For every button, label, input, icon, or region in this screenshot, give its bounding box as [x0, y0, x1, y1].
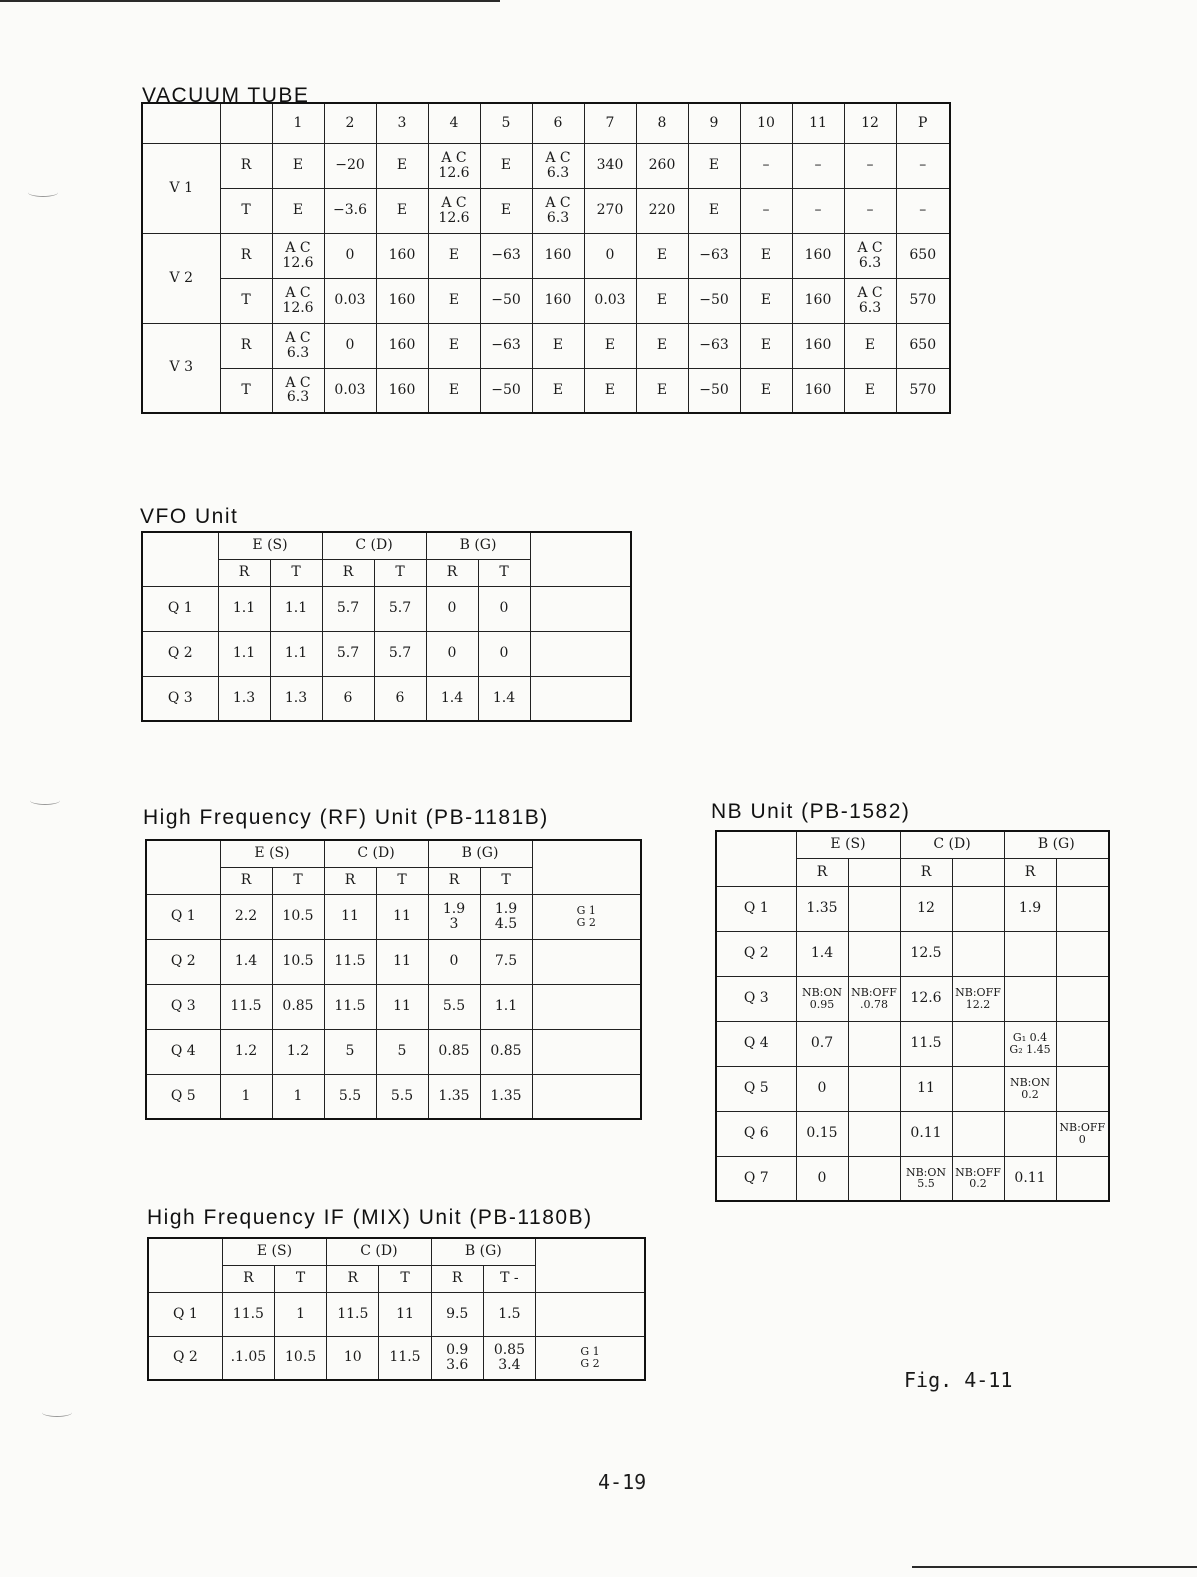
voltage-cell: .1.05 [222, 1336, 274, 1380]
sub-header: T [480, 867, 532, 894]
transistor-label: Q 4 [716, 1021, 796, 1066]
voltage-cell: 1 [220, 1074, 272, 1119]
voltage-cell: 12.6 [900, 976, 952, 1021]
voltage-cell: NB:ON 5.5 [900, 1156, 952, 1201]
group-header: E (S) [796, 831, 900, 858]
voltage-cell: 0 [428, 939, 480, 984]
voltage-cell [1004, 931, 1056, 976]
voltage-cell: 1.1 [218, 631, 270, 676]
group-header: B (G) [1004, 831, 1109, 858]
voltage-cell: G₁ 0.4 G₂ 1.45 [1004, 1021, 1056, 1066]
sub-header: R [324, 867, 376, 894]
voltage-cell [1004, 976, 1056, 1021]
voltage-cell: 160 [792, 233, 844, 278]
voltage-cell [1056, 931, 1109, 976]
voltage-cell: −50 [480, 368, 532, 413]
voltage-cell: 1.35 [796, 886, 848, 931]
column-header: 5 [480, 103, 532, 143]
voltage-cell [952, 886, 1004, 931]
voltage-cell: NB:OFF 12.2 [952, 976, 1004, 1021]
voltage-cell: 11 [376, 939, 428, 984]
bottom-edge-rule [912, 1566, 1197, 1568]
transistor-label: Q 1 [148, 1292, 222, 1336]
rf-table [145, 839, 642, 1120]
voltage-cell [1056, 1021, 1109, 1066]
sub-header: R [900, 858, 952, 886]
transistor-label: Q 2 [716, 931, 796, 976]
note-cell [536, 1292, 645, 1336]
voltage-cell: 1.1 [270, 631, 322, 676]
voltage-cell: 160 [532, 278, 584, 323]
voltage-cell [1056, 976, 1109, 1021]
sub-header: T [272, 867, 324, 894]
voltage-cell: −63 [688, 233, 740, 278]
sub-header [952, 858, 1004, 886]
transistor-label: Q 4 [146, 1029, 220, 1074]
voltage-cell [1056, 1066, 1109, 1111]
voltage-cell [848, 886, 900, 931]
page-number: 4-19 [598, 1470, 647, 1494]
voltage-cell: NB:OFF 0.2 [952, 1156, 1004, 1201]
voltage-cell: 1.9 3 [428, 894, 480, 939]
column-header: 6 [532, 103, 584, 143]
binding-mark [28, 188, 58, 197]
voltage-cell: −63 [688, 323, 740, 368]
voltage-cell: 0.03 [584, 278, 636, 323]
vacuum-tube-heading: VACUUM TUBE [142, 84, 310, 107]
voltage-cell [1056, 1156, 1109, 1201]
voltage-cell [848, 1111, 900, 1156]
voltage-cell: 10.5 [272, 939, 324, 984]
voltage-cell: 1.9 4.5 [480, 894, 532, 939]
voltage-cell: 1.4 [796, 931, 848, 976]
voltage-cell: 220 [636, 188, 688, 233]
voltage-cell: 270 [584, 188, 636, 233]
voltage-cell: 160 [376, 233, 428, 278]
voltage-cell: 11 [900, 1066, 952, 1111]
voltage-cell: 11.5 [379, 1336, 431, 1380]
voltage-cell: E [428, 368, 480, 413]
voltage-cell: – [844, 188, 896, 233]
sub-header: R [426, 559, 478, 586]
transistor-label: Q 1 [146, 894, 220, 939]
voltage-cell: E [636, 323, 688, 368]
voltage-cell: 1.2 [220, 1029, 272, 1074]
voltage-cell: 160 [792, 278, 844, 323]
note-cell [532, 984, 641, 1029]
voltage-cell: E [272, 188, 324, 233]
if-mix-heading: High Frequency IF (MIX) Unit (PB-1180B) [147, 1206, 593, 1229]
voltage-cell: 11.5 [324, 939, 376, 984]
voltage-cell: 12 [900, 886, 952, 931]
voltage-cell: 10.5 [274, 1336, 326, 1380]
voltage-cell: 0 [478, 631, 530, 676]
voltage-cell: 1.35 [428, 1074, 480, 1119]
voltage-cell [1004, 1111, 1056, 1156]
column-header: 2 [324, 103, 376, 143]
voltage-cell: −63 [480, 323, 532, 368]
voltage-cell: 160 [376, 323, 428, 368]
voltage-cell: 0 [796, 1156, 848, 1201]
voltage-cell: 0.9 3.6 [431, 1336, 483, 1380]
mode-label: R [220, 323, 272, 368]
voltage-cell: 1.1 [480, 984, 532, 1029]
voltage-cell: 1.4 [478, 676, 530, 721]
note-cell: G 1 G 2 [536, 1336, 645, 1380]
transistor-label: Q 2 [148, 1336, 222, 1380]
voltage-cell: A C 12.6 [272, 233, 324, 278]
voltage-cell: – [844, 143, 896, 188]
transistor-label: Q 5 [716, 1066, 796, 1111]
voltage-cell: A C 6.3 [844, 233, 896, 278]
voltage-cell: 1.3 [270, 676, 322, 721]
sub-header: R [222, 1265, 274, 1292]
voltage-cell: – [740, 143, 792, 188]
nb-table [715, 830, 1110, 1202]
voltage-cell: E [688, 143, 740, 188]
column-header: P [896, 103, 950, 143]
mode-label: R [220, 233, 272, 278]
sub-header: T [374, 559, 426, 586]
vfo-table [141, 531, 632, 722]
column-header: 3 [376, 103, 428, 143]
voltage-cell: 5 [376, 1029, 428, 1074]
voltage-cell: −50 [480, 278, 532, 323]
voltage-cell: 0.7 [796, 1021, 848, 1066]
rf-heading: High Frequency (RF) Unit (PB-1181B) [143, 806, 549, 829]
voltage-cell: 0 [426, 586, 478, 631]
sub-header: T [379, 1265, 431, 1292]
voltage-cell [848, 931, 900, 976]
voltage-cell: E [428, 233, 480, 278]
group-header: B (G) [428, 840, 532, 867]
mode-label: T [220, 278, 272, 323]
voltage-cell: E [376, 143, 428, 188]
voltage-cell: 0 [324, 323, 376, 368]
column-header: 1 [272, 103, 324, 143]
voltage-cell [1056, 886, 1109, 931]
voltage-cell: 2.2 [220, 894, 272, 939]
sub-header: R [1004, 858, 1056, 886]
group-header: C (D) [327, 1238, 431, 1265]
sub-header: T - [483, 1265, 535, 1292]
corner-cell [142, 532, 218, 586]
voltage-cell: 570 [896, 368, 950, 413]
voltage-cell: 650 [896, 323, 950, 368]
voltage-cell: 12.5 [900, 931, 952, 976]
voltage-cell: −3.6 [324, 188, 376, 233]
voltage-cell: 0.11 [900, 1111, 952, 1156]
voltage-cell: E [740, 233, 792, 278]
voltage-cell: −50 [688, 368, 740, 413]
sub-header: R [322, 559, 374, 586]
voltage-cell: 5 [324, 1029, 376, 1074]
voltage-cell: 0 [426, 631, 478, 676]
voltage-cell: 160 [792, 368, 844, 413]
group-header: C (D) [900, 831, 1004, 858]
voltage-cell: E [532, 368, 584, 413]
voltage-cell [848, 1066, 900, 1111]
voltage-cell: 1.2 [272, 1029, 324, 1074]
group-header: E (S) [218, 532, 322, 559]
note-cell [532, 939, 641, 984]
note-cell [532, 1074, 641, 1119]
sub-header: R [218, 559, 270, 586]
voltage-cell: E [480, 143, 532, 188]
voltage-cell: – [792, 143, 844, 188]
voltage-cell: E [636, 278, 688, 323]
voltage-cell: E [740, 368, 792, 413]
voltage-cell: 5.5 [376, 1074, 428, 1119]
sub-header: R [428, 867, 480, 894]
voltage-cell: 1.3 [218, 676, 270, 721]
voltage-cell: 0.03 [324, 368, 376, 413]
voltage-cell: 570 [896, 278, 950, 323]
transistor-label: Q 3 [142, 676, 218, 721]
voltage-cell: 0.85 [272, 984, 324, 1029]
tube-label: V 3 [142, 323, 220, 413]
voltage-cell: 5.7 [374, 631, 426, 676]
voltage-cell: 160 [376, 368, 428, 413]
sub-header: T [274, 1265, 326, 1292]
column-header: 4 [428, 103, 480, 143]
sub-header: T [270, 559, 322, 586]
voltage-cell: 0 [324, 233, 376, 278]
voltage-cell: E [272, 143, 324, 188]
voltage-cell: 0 [584, 233, 636, 278]
voltage-cell: 1 [274, 1292, 326, 1336]
tube-label: V 1 [142, 143, 220, 233]
voltage-cell [848, 1021, 900, 1066]
voltage-cell [952, 1066, 1004, 1111]
group-header: B (G) [431, 1238, 535, 1265]
voltage-cell: – [896, 188, 950, 233]
sub-header: R [327, 1265, 379, 1292]
transistor-label: Q 1 [142, 586, 218, 631]
note-cell [530, 676, 631, 721]
voltage-cell: 260 [636, 143, 688, 188]
note-cell [530, 586, 631, 631]
corner-cell [148, 1238, 222, 1292]
voltage-cell: 11.5 [900, 1021, 952, 1066]
voltage-cell: 340 [584, 143, 636, 188]
sub-header: R [796, 858, 848, 886]
note-cell: G 1 G 2 [532, 894, 641, 939]
transistor-label: Q 2 [146, 939, 220, 984]
column-header: 10 [740, 103, 792, 143]
column-header [220, 103, 272, 143]
sub-header [1056, 858, 1109, 886]
column-header: 12 [844, 103, 896, 143]
sub-header: T [376, 867, 428, 894]
voltage-cell: – [792, 188, 844, 233]
figure-label: Fig. 4-11 [904, 1368, 1013, 1392]
voltage-cell [952, 1021, 1004, 1066]
column-header [142, 103, 220, 143]
voltage-cell: A C 12.6 [272, 278, 324, 323]
tube-label: V 2 [142, 233, 220, 323]
voltage-cell: 0.03 [324, 278, 376, 323]
voltage-cell: 1.9 [1004, 886, 1056, 931]
top-edge-rule [0, 0, 500, 2]
voltage-cell: 1 [272, 1074, 324, 1119]
nb-heading: NB Unit (PB-1582) [711, 800, 911, 823]
voltage-cell: 160 [532, 233, 584, 278]
note-header [530, 532, 631, 586]
voltage-cell [848, 1156, 900, 1201]
sub-header: T [478, 559, 530, 586]
voltage-cell: 1.1 [218, 586, 270, 631]
voltage-cell [952, 931, 1004, 976]
voltage-cell: 1.1 [270, 586, 322, 631]
voltage-cell: 11.5 [220, 984, 272, 1029]
group-header: C (D) [324, 840, 428, 867]
voltage-cell: 5.7 [322, 631, 374, 676]
voltage-cell: −50 [688, 278, 740, 323]
voltage-cell: 0 [796, 1066, 848, 1111]
voltage-cell: 11 [324, 894, 376, 939]
voltage-cell: E [740, 323, 792, 368]
voltage-cell: 1.4 [220, 939, 272, 984]
voltage-cell: NB:ON 0.95 [796, 976, 848, 1021]
voltage-cell: NB:OFF .0.78 [848, 976, 900, 1021]
voltage-cell: 6 [374, 676, 426, 721]
transistor-label: Q 3 [146, 984, 220, 1029]
column-header: 8 [636, 103, 688, 143]
voltage-cell: 0.85 3.4 [483, 1336, 535, 1380]
voltage-cell: 0.11 [1004, 1156, 1056, 1201]
voltage-cell: 5.7 [322, 586, 374, 631]
voltage-cell: NB:OFF 0 [1056, 1111, 1109, 1156]
voltage-cell: 5.5 [324, 1074, 376, 1119]
column-header: 11 [792, 103, 844, 143]
voltage-cell: 11.5 [327, 1292, 379, 1336]
voltage-cell: A C 6.3 [532, 188, 584, 233]
voltage-cell: E [688, 188, 740, 233]
voltage-cell: 160 [376, 278, 428, 323]
transistor-label: Q 5 [146, 1074, 220, 1119]
transistor-label: Q 2 [142, 631, 218, 676]
note-header [532, 840, 641, 894]
voltage-cell: A C 12.6 [428, 188, 480, 233]
voltage-cell: 10 [327, 1336, 379, 1380]
voltage-cell: E [584, 323, 636, 368]
transistor-label: Q 6 [716, 1111, 796, 1156]
column-header: 7 [584, 103, 636, 143]
transistor-label: Q 7 [716, 1156, 796, 1201]
voltage-cell: 1.4 [426, 676, 478, 721]
voltage-cell [952, 1111, 1004, 1156]
group-header: E (S) [220, 840, 324, 867]
voltage-cell: E [636, 368, 688, 413]
voltage-cell: E [428, 323, 480, 368]
note-cell [532, 1029, 641, 1074]
mode-label: T [220, 368, 272, 413]
note-cell [530, 631, 631, 676]
voltage-cell: −20 [324, 143, 376, 188]
voltage-cell: 5.7 [374, 586, 426, 631]
voltage-cell: 0 [478, 586, 530, 631]
voltage-cell: E [844, 323, 896, 368]
voltage-cell: E [532, 323, 584, 368]
voltage-cell: A C 12.6 [428, 143, 480, 188]
voltage-cell: E [428, 278, 480, 323]
voltage-cell: 160 [792, 323, 844, 368]
voltage-cell: A C 6.3 [844, 278, 896, 323]
column-header: 9 [688, 103, 740, 143]
voltage-cell: 11 [376, 984, 428, 1029]
voltage-cell: 0.15 [796, 1111, 848, 1156]
voltage-cell: 5.5 [428, 984, 480, 1029]
voltage-cell: A C 6.3 [272, 323, 324, 368]
voltage-cell: 11 [379, 1292, 431, 1336]
vfo-heading: VFO Unit [140, 505, 239, 528]
transistor-label: Q 1 [716, 886, 796, 931]
note-header [536, 1238, 645, 1292]
group-header: C (D) [322, 532, 426, 559]
sub-header: R [220, 867, 272, 894]
if-mix-table [147, 1237, 646, 1381]
binding-mark [42, 1408, 72, 1417]
voltage-cell: E [636, 233, 688, 278]
voltage-cell: 7.5 [480, 939, 532, 984]
voltage-cell: 9.5 [431, 1292, 483, 1336]
voltage-cell: 11 [376, 894, 428, 939]
voltage-cell: 0.85 [480, 1029, 532, 1074]
voltage-cell: E [480, 188, 532, 233]
sub-header: R [431, 1265, 483, 1292]
voltage-cell: 650 [896, 233, 950, 278]
voltage-cell: 1.35 [480, 1074, 532, 1119]
voltage-cell: E [844, 368, 896, 413]
voltage-cell: 0.85 [428, 1029, 480, 1074]
voltage-cell: 11.5 [324, 984, 376, 1029]
voltage-cell: 6 [322, 676, 374, 721]
voltage-cell: 1.5 [483, 1292, 535, 1336]
corner-cell [146, 840, 220, 894]
voltage-cell: 10.5 [272, 894, 324, 939]
voltage-cell: A C 6.3 [272, 368, 324, 413]
binding-mark [30, 796, 60, 805]
voltage-cell: A C 6.3 [532, 143, 584, 188]
vacuum-tube-table [141, 102, 951, 414]
voltage-cell: E [376, 188, 428, 233]
sub-header [848, 858, 900, 886]
group-header: B (G) [426, 532, 530, 559]
group-header: E (S) [222, 1238, 326, 1265]
voltage-cell: −63 [480, 233, 532, 278]
voltage-cell: 11.5 [222, 1292, 274, 1336]
voltage-cell: NB:ON 0.2 [1004, 1066, 1056, 1111]
voltage-cell: E [740, 278, 792, 323]
transistor-label: Q 3 [716, 976, 796, 1021]
voltage-cell: – [740, 188, 792, 233]
mode-label: R [220, 143, 272, 188]
voltage-cell: – [896, 143, 950, 188]
voltage-cell: E [584, 368, 636, 413]
mode-label: T [220, 188, 272, 233]
corner-cell [716, 831, 796, 886]
